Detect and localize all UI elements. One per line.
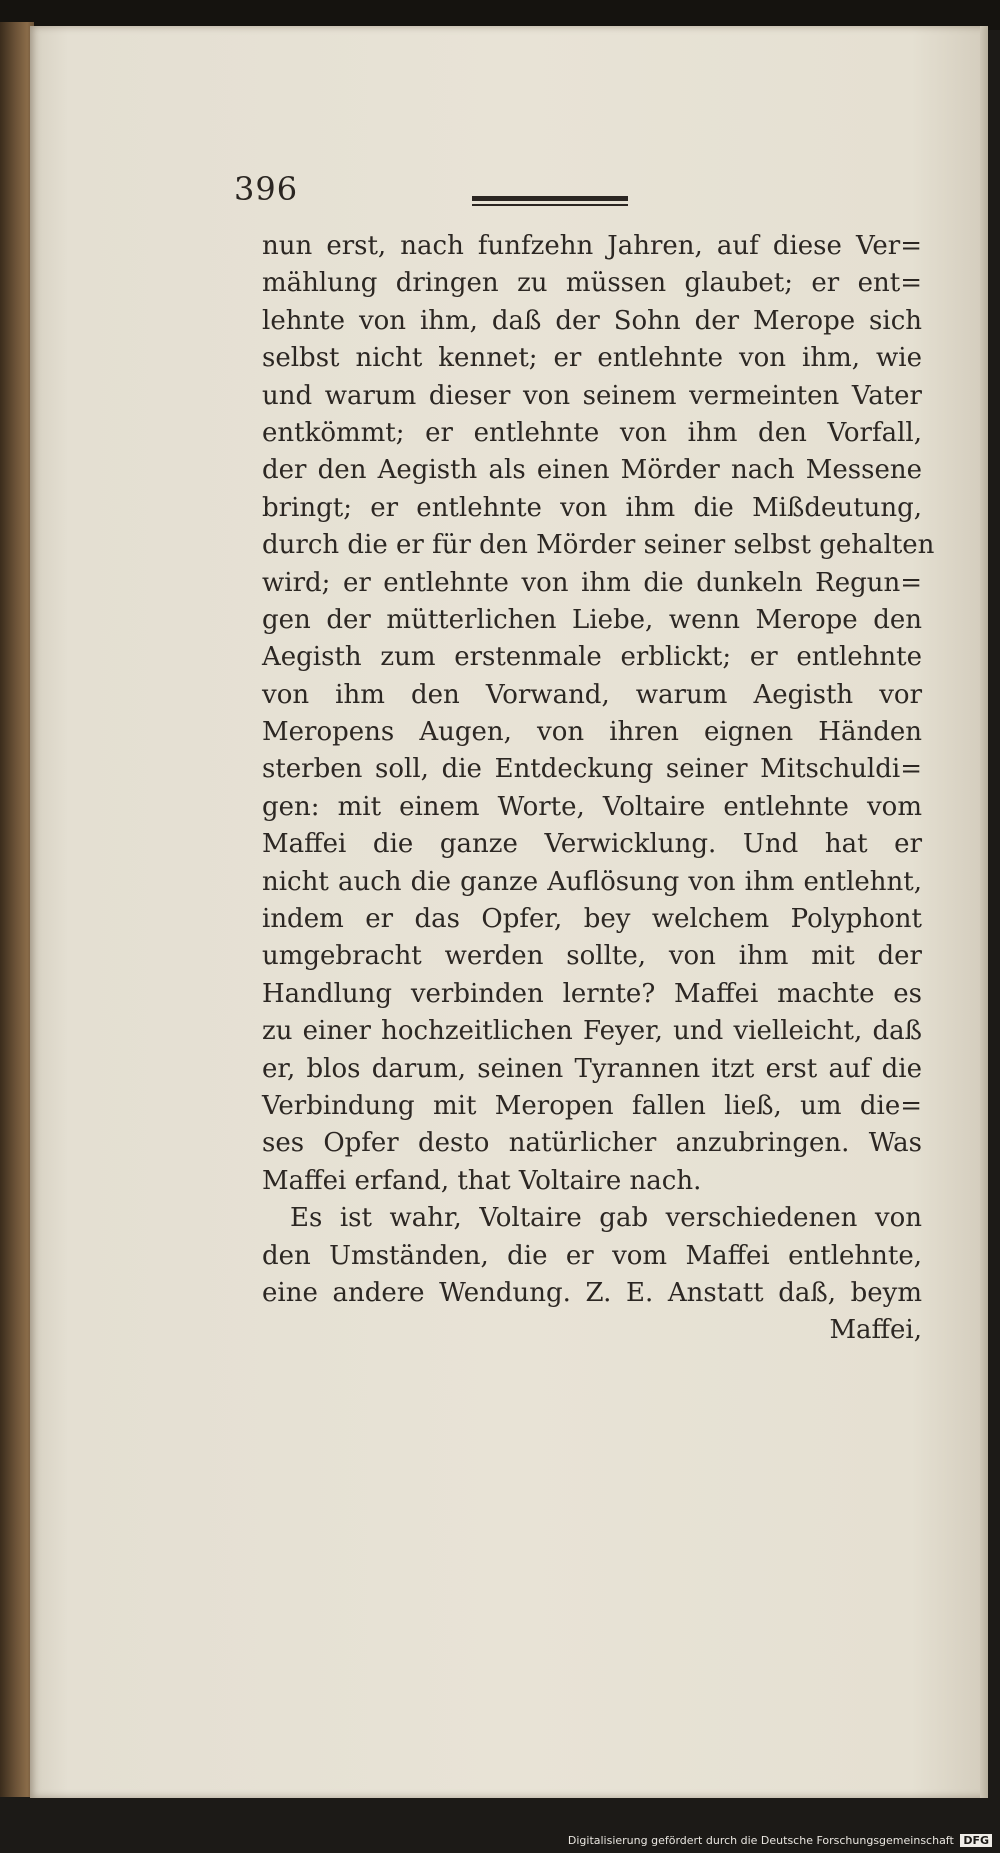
text-line: durch die er für den Mörder seiner selbst gehalten bbox=[262, 530, 935, 561]
catchword: Maffei, bbox=[829, 1315, 922, 1346]
text-line: ses Opfer desto natürlicher anzubringen. Was bbox=[262, 1128, 922, 1159]
text-line: den Umständen, die er vom Maffei entlehnte, bbox=[262, 1240, 922, 1271]
text-line: indem er das Opfer, bey welchem Polyphont bbox=[262, 904, 922, 935]
digitization-credit bbox=[568, 1834, 992, 1847]
text-line: der den Aegisth als einen Mörder nach Messene bbox=[262, 455, 922, 486]
text-line: nun erst, nach funfzehn Jahren, auf diese Ver= bbox=[262, 231, 922, 261]
text-line: selbst nicht kennet; er entlehnte von ihm, wie bbox=[262, 343, 922, 374]
text-line: bringt; er entlehnte von ihm die Mißdeutung, bbox=[262, 492, 922, 523]
text-line: eine andere Wendung. Z. E. Anstatt daß, beym bbox=[262, 1277, 922, 1308]
dfg-logo: DFG bbox=[960, 1834, 992, 1847]
book-binding bbox=[0, 22, 34, 1797]
page-number: 396 bbox=[234, 170, 299, 208]
text-line: Maffei die ganze Verwicklung. Und hat er bbox=[262, 829, 922, 860]
text-line: wird; er entlehnte von ihm die dunkeln Regun= bbox=[262, 567, 922, 598]
page-edge bbox=[980, 26, 988, 1798]
text-line: er, blos darum, seinen Tyrannen itzt erst auf die bbox=[262, 1053, 922, 1084]
text-line: nicht auch die ganze Auflösung von ihm entlehnt, bbox=[262, 866, 922, 897]
text-line: zu einer hochzeitlichen Feyer, und vielleicht, daß bbox=[262, 1016, 922, 1047]
credit-text: Digitalisierung gefördert durch die Deutsche Forschungsgemeinschaft bbox=[567, 1834, 954, 1847]
text-line: Verbindung mit Meropen fallen ließ, um die= bbox=[262, 1090, 922, 1121]
header-rule-thick bbox=[472, 196, 628, 201]
header-rule-thin bbox=[472, 204, 628, 206]
text-line: mählung dringen zu müssen glaubet; er ent= bbox=[262, 268, 922, 299]
text-line: Meropens Augen, von ihren eignen Händen bbox=[262, 717, 922, 748]
text-line: entkömmt; er entlehnte von ihm den Vorfall, bbox=[262, 417, 922, 448]
text-line: gen der mütterlichen Liebe, wenn Merope den bbox=[262, 604, 922, 635]
text-line: Maffei erfand, that Voltaire nach. bbox=[262, 1165, 702, 1196]
text-line: gen: mit einem Worte, Voltaire entlehnte vom bbox=[262, 791, 922, 822]
header-rule bbox=[472, 196, 628, 206]
text-line: Aegisth zum erstenmale erblickt; er entlehnte bbox=[262, 642, 922, 673]
text-line: Es ist wahr, Voltaire gab verschiedenen von bbox=[290, 1203, 922, 1234]
text-line: sterben soll, die Entdeckung seiner Mitschuldi= bbox=[262, 754, 922, 785]
text-line: Handlung verbinden lernte? Maffei machte es bbox=[262, 978, 922, 1009]
body-text bbox=[262, 228, 935, 1350]
text-line: von ihm den Vorwand, warum Aegisth vor bbox=[262, 679, 922, 710]
text-line: umgebracht werden sollte, von ihm mit der bbox=[262, 941, 922, 972]
text-line: und warum dieser von seinem vermeinten Vater bbox=[262, 380, 922, 411]
text-line: lehnte von ihm, daß der Sohn der Merope sich bbox=[262, 305, 922, 336]
